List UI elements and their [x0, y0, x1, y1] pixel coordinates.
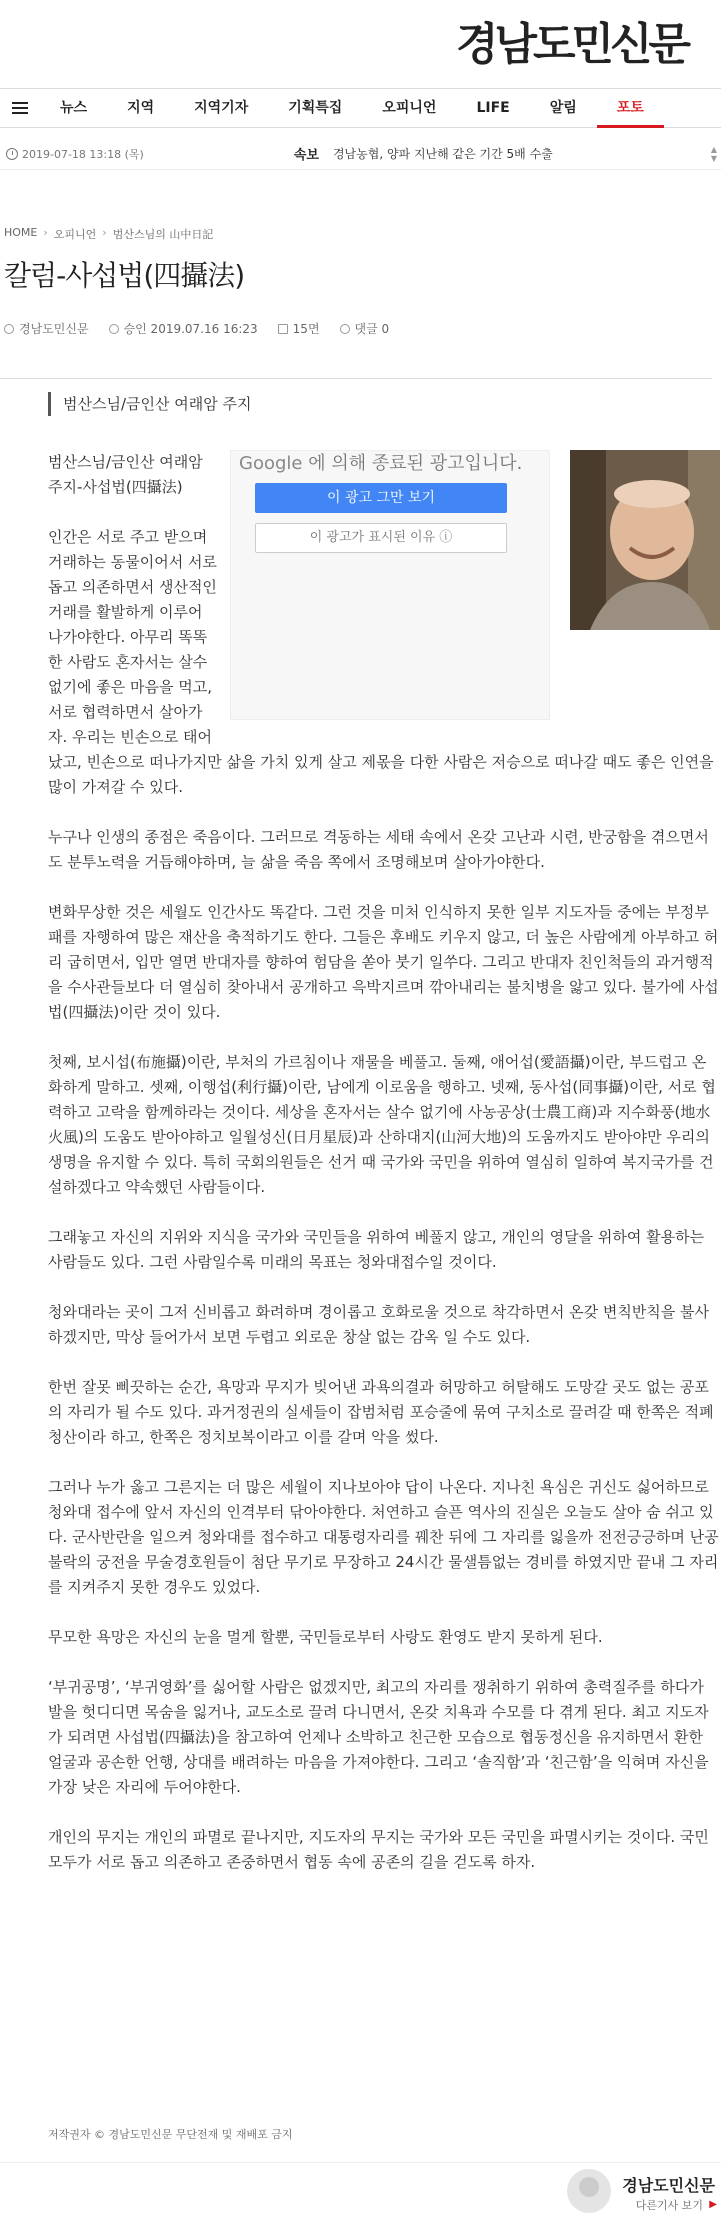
approved-date: 승인 2019.07.16 16:23: [123, 322, 258, 336]
nav-item-life[interactable]: LIFE: [476, 100, 510, 116]
meta-approved: [109, 320, 258, 337]
ticker-arrows[interactable]: [711, 145, 717, 163]
author-footer: [0, 2162, 721, 2221]
user-icon: [4, 324, 14, 334]
chevron-right-icon: ›: [102, 226, 107, 239]
paragraph-7: 한번 잘못 삐끗하는 순간, 욕망과 무지가 빚어낸 과욕의결과 허망하고 허탈해도 도망갈 곳도 없는 공포의 자리가 될 수도 있다. 과거정권의 실세들이 잡범처럼 포승줄에 묶여 구치소로 끌려갈 때 한쪽은 적폐 청산이라 하고, 한쪽은 정치보복이라고 이를 갈며 악을 썼다.: [48, 1378, 714, 1446]
paragraph-3: 변화무상한 것은 세월도 인간사도 똑같다. 그런 것을 미처 인식하지 못한 일부 지도자들 중에는 부정부패를 자행하여 많은 재산을 축적하기도 한다. 그들은 후배도 키우지 않고, 더 높은 사람에게 아부하고 허리 굽히면서, 입만 열면 반대자를 향하여 험담을 쏟아 붓기 일쑤다. 그리고 반대자 친인척들의 과거행적을 수사관들보다 더 열심히 찾아내서 공개하고 윽박지르며 깎아내리는 불치병을 앓고 있다. 불가에 사섭법(四攝法)이란 것이 있다.: [48, 903, 719, 1021]
breadcrumb-home[interactable]: HOME: [4, 226, 38, 239]
main-nav: [0, 88, 721, 128]
paragraph-10: ‘부귀공명’, ‘부귀영화’를 싫어할 사람은 없겠지만, 최고의 자리를 쟁취하기 위하여 총력질주를 하다가 발을 헛디디면 목숨을 잃거나, 교도소로 끌려 다니면서, 온갖 치욕과 수모를 다 겪게 된다. 최고 지도자가 되려면 사섭법(四攝法)을 참고하여 언제나 소박하고 친근한 모습으로 협동정신을 유지하면서 환한 얼굴과 공손한 언행, 상대를 배려하는 마음을 가져야한다. 그리고 ‘솔직함’과 ‘친근함’을 익혀며 자신을 가장 낮은 자리에 두어야한다.: [48, 1678, 709, 1796]
clock-icon: [6, 148, 18, 160]
why-ad-button[interactable]: 이 광고가 표시된 이유 ⓘ: [255, 523, 507, 553]
clock-icon: [109, 324, 119, 334]
article-meta: [4, 320, 409, 337]
document-icon: [278, 324, 288, 334]
meta-page: [278, 320, 320, 337]
paragraph-5: 그래놓고 자신의 지위와 지식을 국가와 국민들을 위하여 베풀지 않고, 개인의 영달을 위하여 활용하는 사람들도 있다. 그런 사람일수록 미래의 목표는 청와대접수일 것이다.: [48, 1228, 705, 1271]
paragraph-6: 청와대라는 곳이 그저 신비롭고 화려하며 경이롭고 호화로울 것으로 착각하면서 온갖 변칙반칙을 불사하겠지만, 막상 들어가서 보면 두렵고 외로운 창살 없는 감옥 일 수도 있다.: [48, 1303, 710, 1346]
divider: [0, 378, 712, 379]
nav-item-feature[interactable]: 기획특집: [288, 100, 343, 116]
chevron-down-icon[interactable]: ▼: [710, 153, 717, 163]
nav-item-region[interactable]: 지역: [127, 100, 155, 116]
nav-item-opinion[interactable]: 오피니언: [382, 100, 437, 116]
stop-ad-button[interactable]: 이 광고 그만 보기: [255, 483, 507, 513]
comment-icon: [340, 324, 350, 334]
arrow-right-icon[interactable]: ▶: [709, 2199, 717, 2210]
author-photo: [570, 450, 720, 630]
ad-closed-panel: [230, 450, 550, 720]
meta-author: [4, 320, 89, 337]
article-subtitle: 범산스님/금인산 여래암 주지: [48, 392, 251, 416]
author-name: 경남도민신문: [19, 322, 89, 336]
breadcrumb-section[interactable]: 오피니언: [53, 228, 97, 241]
chevron-up-icon[interactable]: ▲: [710, 144, 717, 154]
paragraph-8: 그러나 누가 옳고 그른지는 더 많은 세월이 지나보아야 답이 나온다. 지나친 욕심은 귀신도 싫어하므로 청와대 접수에 앞서 자신의 인격부터 닦아야한다. 처연하고 슬픈 역사의 진실은 오늘도 살아 숨 쉬고 있다. 군사반란을 일으켜 청와대를 접수하고 대통령자리를 꿰찬 뒤에 그 자리를 잃을까 전전긍긍하며 난공불락의 궁전을 무술경호원들이 첨단 무기로 무장하고 24시간 물샐틈없는 경비를 하였지만 끝내 그 자리를 지켜주지 못한 경우도 있었다.: [48, 1478, 719, 1596]
logo-text: 경남도민신문: [455, 19, 687, 70]
breadcrumb: [4, 226, 213, 242]
meta-comments[interactable]: [340, 320, 390, 337]
footer-brand: 경남도민신문: [622, 2176, 715, 2195]
chevron-right-icon: ›: [43, 226, 48, 239]
article-body: [48, 450, 720, 1900]
google-ad-notice: [239, 451, 522, 476]
paragraph-2: 누구나 인생의 종점은 죽음이다. 그러므로 격동하는 세태 속에서 온갖 고난과 시련, 반궁함을 겪으면서도 분투노력을 거듭해야하며, 늘 삶을 죽음 쪽에서 조명해보며 살아가야한다.: [48, 828, 709, 871]
info-bar: [0, 138, 721, 170]
breaking-news-link[interactable]: 경남농협, 양파 지난해 같은 기간 5배 수출: [332, 147, 553, 161]
more-articles-link[interactable]: 다른기사 보기: [635, 2199, 703, 2212]
ad-closed-text: 에 의해 종료된 광고입니다.: [308, 453, 523, 474]
nav-item-news[interactable]: 뉴스: [60, 100, 88, 116]
copyright-notice: 저작권자 © 경남도민신문 무단전재 및 재배포 금지: [48, 2128, 293, 2141]
avatar: [567, 2169, 611, 2213]
article-title: 칼럼-사섭법(四攝法): [4, 259, 245, 292]
paragraph-4: 첫째, 보시섭(布施攝)이란, 부처의 가르침이나 재물을 베풀고. 둘째, 애어섭(愛語攝)이란, 부드럽고 온화하게 말하고. 셋째, 이행섭(利行攝)이란, 남에게 이로움을 행하고. 넷째, 동사섭(同事攝)이란, 서로 협력하고 고락을 함께하라는 것이다. 세상을 혼자서는 살수 없기에 사농공상(士農工商)과 지수화풍(地水火風)의 도움도 받아야하고 일월성신(日月星辰)과 산하대지(山河大地)의 도움까지도 받아야만 우리의 생명을 유지할 수 있다. 특히 국회의원들은 선거 때 국가와 국민을 위하여 열심히 일하여 복지국가를 건설하겠다고 약속했던 사람들이다.: [48, 1053, 716, 1196]
google-label: Google: [239, 453, 303, 474]
article-lead: 범산스님/금인산 여래암 주지-사섭법(四攝法): [48, 453, 203, 496]
page-count: 15면: [292, 322, 320, 336]
nav-item-reporter[interactable]: 지역기자: [194, 100, 249, 116]
nav-item-notice[interactable]: 알림: [549, 100, 577, 116]
menu-icon[interactable]: [0, 88, 40, 128]
comment-count[interactable]: 댓글 0: [354, 322, 390, 336]
paragraph-9: 무모한 욕망은 자신의 눈을 멀게 할뿐, 국민들로부터 사랑도 환영도 받지 못하게 된다.: [48, 1628, 603, 1646]
nav-item-photo[interactable]: 포토: [597, 88, 664, 128]
paragraph-1: 인간은 서로 주고 받으며 거래하는 동물이어서 서로 돕고 의존하면서 생산적인 거래를 활발하게 이루어 나가야한다. 아무리 똑똑한 사람도 혼자서는 살수 없기에 좋은 마음을 먹고, 서로 협력하면서 살아가자. 우리는 빈손으로 태어났고, 빈손으로 떠나가지만 삶을 가치 있게 살고 제몫을 다한 사람은 저승으로 떠나갈 때도 좋은 인연을 많이 가져갈 수 있다.: [48, 528, 714, 796]
paragraph-11: 개인의 무지는 개인의 파멸로 끝나지만, 지도자의 무지는 국가와 모든 국민을 파멸시키는 것이다. 국민 모두가 서로 돕고 의존하고 존중하면서 협동 속에 공존의 길을 걷도록 하자.: [48, 1828, 709, 1871]
breadcrumb-column[interactable]: 범산스님의 山中日記: [112, 228, 214, 241]
breaking-label: 속보: [293, 148, 319, 163]
current-datetime: 2019-07-18 13:18 (목): [22, 147, 144, 161]
site-logo[interactable]: [456, 8, 687, 72]
